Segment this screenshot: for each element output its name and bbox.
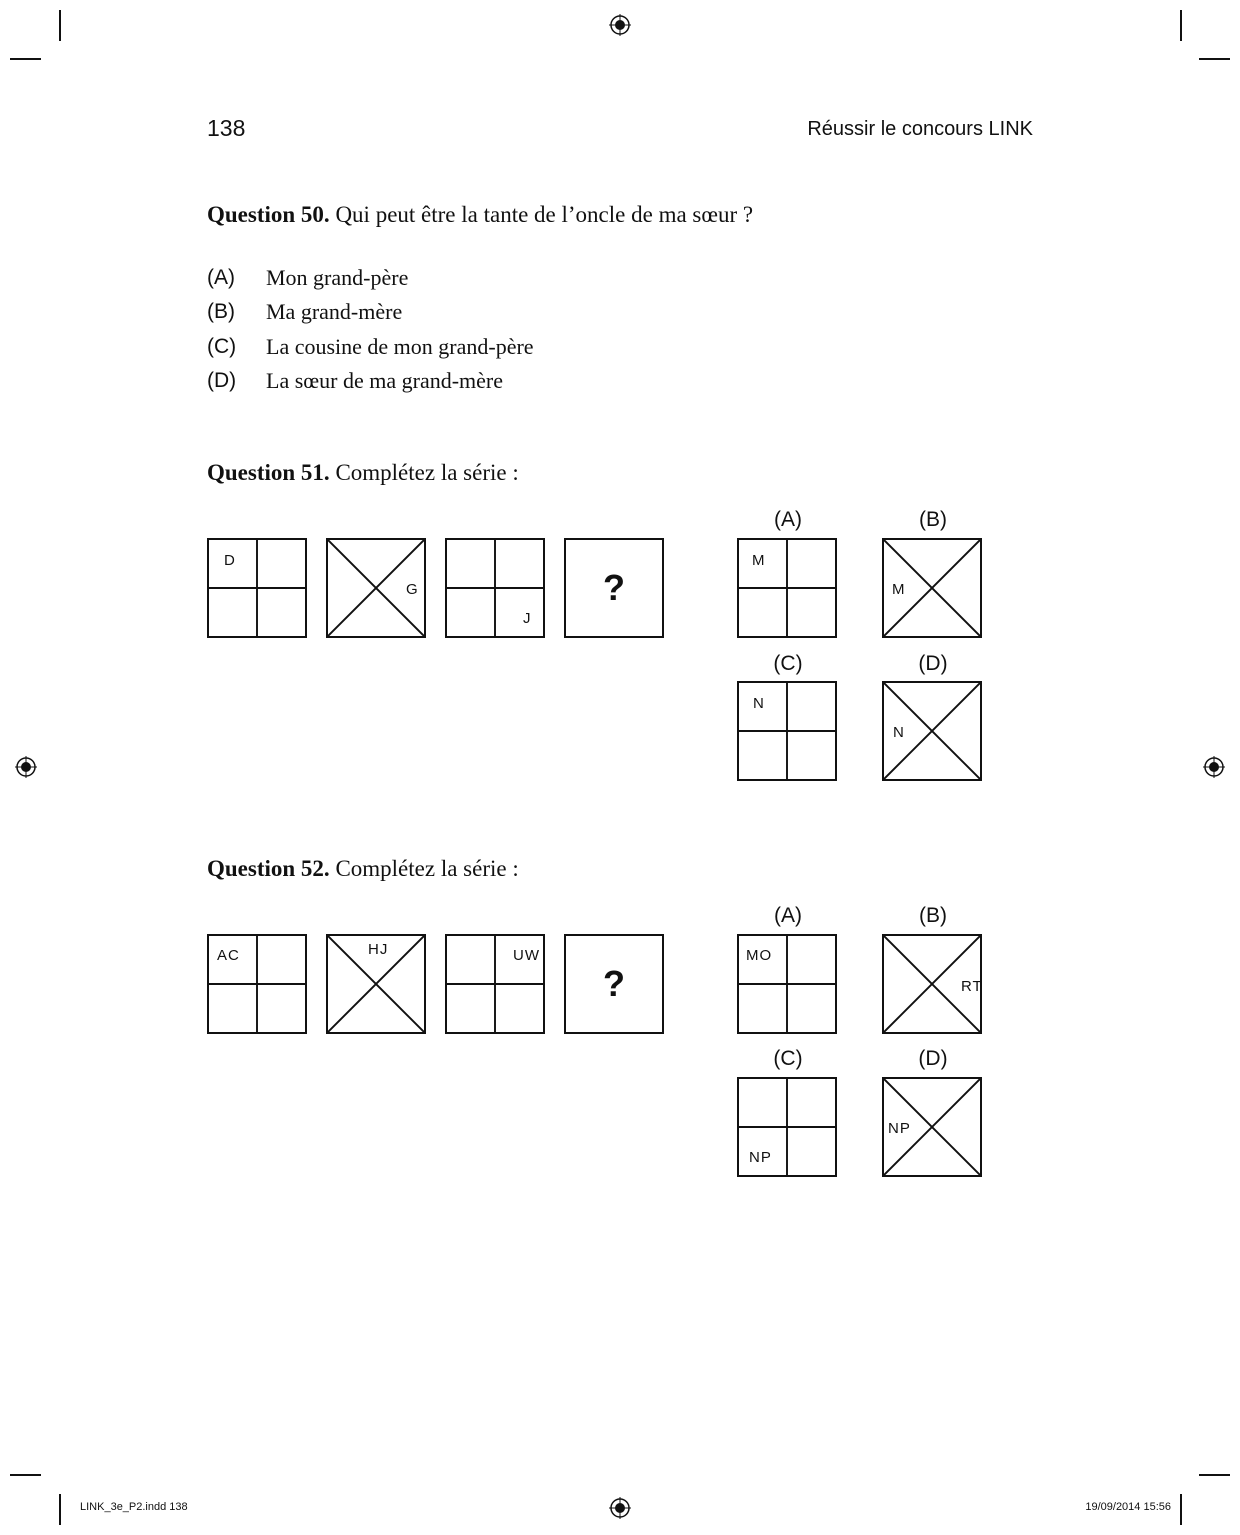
figure-letter: J <box>523 610 532 627</box>
series-missing-figure <box>564 538 664 638</box>
series-figure-1 <box>207 538 307 638</box>
crop-mark <box>10 1474 41 1476</box>
option-letter: (A) <box>207 266 235 289</box>
crop-mark <box>1199 58 1230 60</box>
series-figure-3 <box>445 538 545 638</box>
series-figure-1 <box>207 934 307 1034</box>
answer-label-d: (D) <box>918 652 948 675</box>
answer-label-b: (B) <box>919 508 947 531</box>
answer-figure-c[interactable] <box>737 1077 837 1177</box>
answer-label-a: (A) <box>774 904 802 927</box>
registration-mark-icon <box>1203 756 1225 778</box>
figure-letter: D <box>224 552 236 569</box>
option-text: Mon grand-père <box>266 265 409 290</box>
figure-letter: N <box>753 695 765 712</box>
option-letter: (D) <box>207 369 237 392</box>
figure-letters: NP <box>749 1149 772 1166</box>
figure-letter: N <box>893 724 905 741</box>
answer-figure-d[interactable] <box>882 681 982 781</box>
series-figure-2 <box>326 934 426 1034</box>
option-text: Ma grand-mère <box>266 299 403 324</box>
answer-figure-b[interactable] <box>882 934 982 1034</box>
figure-letters: HJ <box>368 941 389 958</box>
crop-mark <box>59 1494 61 1525</box>
answer-label-d: (D) <box>918 1047 948 1070</box>
answer-figure-b[interactable] <box>882 538 982 638</box>
question-50-title <box>207 202 753 228</box>
figure-letter: G <box>406 581 419 598</box>
question-label: Question 51. <box>207 460 330 485</box>
crop-mark <box>10 58 41 60</box>
question-text: Complétez la série : <box>335 460 519 485</box>
crop-mark <box>59 10 61 41</box>
question-mark: ? <box>603 963 625 1004</box>
figure-letters: MO <box>746 947 773 964</box>
question-text: Qui peut être la tante de l’oncle de ma sœur ? <box>335 202 754 227</box>
question-52-title <box>207 856 519 882</box>
question-mark: ? <box>603 567 625 608</box>
figure-letter: M <box>892 581 906 598</box>
option-letter: (B) <box>207 300 235 323</box>
footer-date: 19/09/2014 15:56 <box>1085 1501 1171 1513</box>
answer-figure-a[interactable] <box>737 934 837 1034</box>
option-text: La cousine de mon grand-père <box>266 334 534 359</box>
question-51-title <box>207 460 519 486</box>
answer-figure-d[interactable] <box>882 1077 982 1177</box>
question-label: Question 52. <box>207 856 330 881</box>
footer-filename: LINK_3e_P2.indd 138 <box>80 1501 188 1513</box>
crop-mark <box>1180 1494 1182 1525</box>
answer-figure-a[interactable] <box>737 538 837 638</box>
figure-letters: RT <box>961 978 983 995</box>
series-figure-2 <box>326 538 426 638</box>
figure-letters: UW <box>513 947 540 964</box>
registration-mark-icon <box>609 14 631 36</box>
figure-letters: AC <box>217 947 240 964</box>
option-text: La sœur de ma grand-mère <box>266 368 504 393</box>
option-letter: (C) <box>207 335 237 358</box>
crop-mark <box>1199 1474 1230 1476</box>
question-label: Question 50. <box>207 202 330 227</box>
registration-mark-icon <box>15 756 37 778</box>
figure-letters: NP <box>888 1120 911 1137</box>
series-missing-figure <box>564 934 664 1034</box>
series-figure-3 <box>445 934 545 1034</box>
answer-label-c: (C) <box>773 1047 803 1070</box>
page-number: 138 <box>207 115 246 141</box>
figure-letter: M <box>752 552 766 569</box>
answer-label-b: (B) <box>919 904 947 927</box>
registration-mark-icon <box>609 1497 631 1519</box>
answer-label-c: (C) <box>773 652 803 675</box>
crop-mark <box>1180 10 1182 41</box>
book-title: Réussir le concours LINK <box>807 118 1033 140</box>
answer-label-a: (A) <box>774 508 802 531</box>
question-text: Complétez la série : <box>335 856 519 881</box>
answer-figure-c[interactable] <box>737 681 837 781</box>
